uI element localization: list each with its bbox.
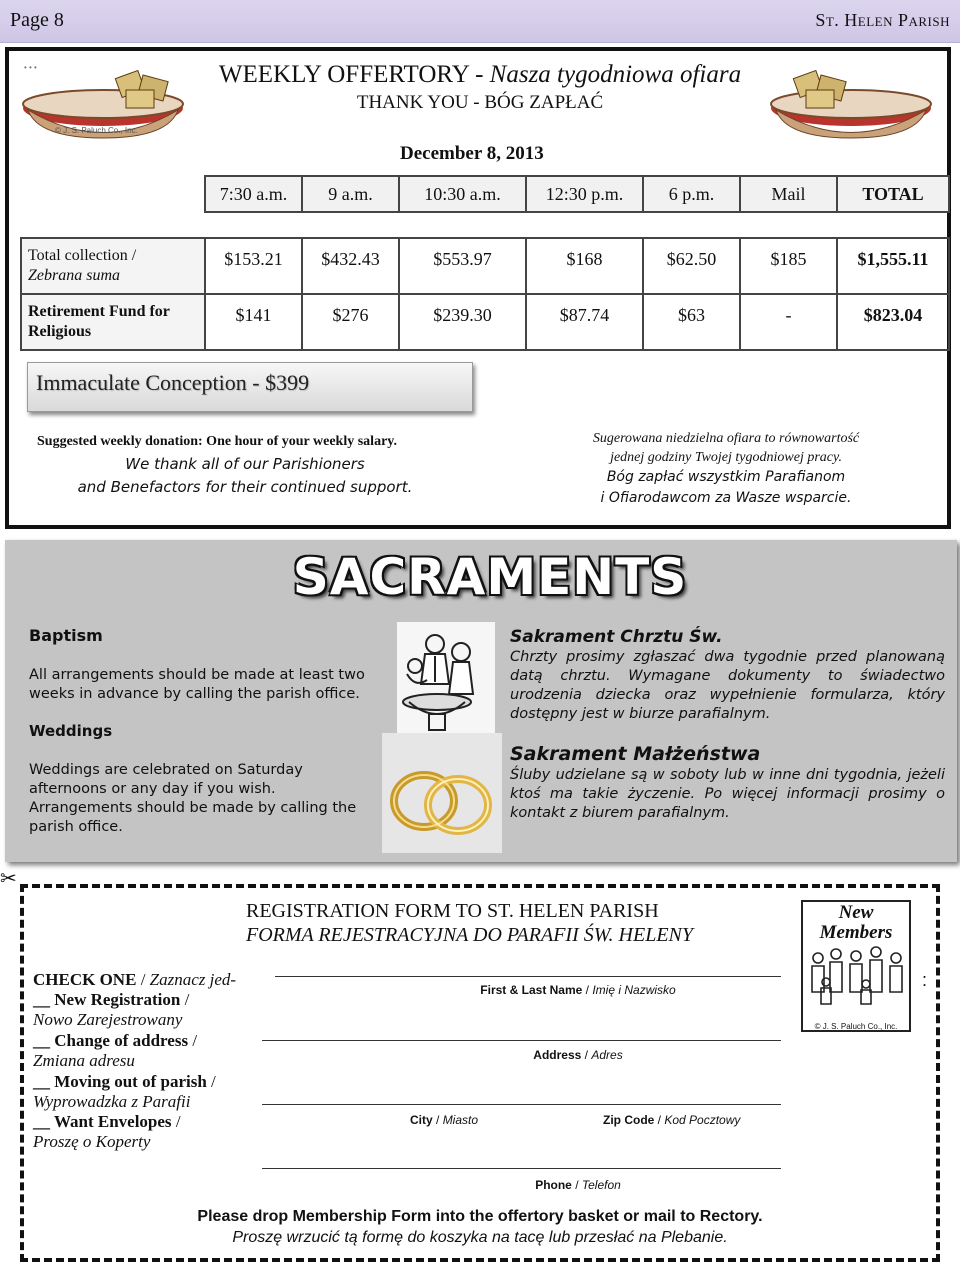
table-cell: $153.21 bbox=[205, 238, 302, 294]
phone-field[interactable] bbox=[262, 1168, 781, 1169]
phone-field-label bbox=[0, 1178, 960, 1192]
thanks-pl-line1: Bóg zapłać wszystkim Parafianom bbox=[606, 469, 846, 485]
option-label-pl: Nowo Zarejestrowany bbox=[33, 1010, 183, 1029]
malzenstwo-text: Śluby udzielane są w soboty lub w inne dni tygodnia, jeżeli ktoś ma takie życzenie. Po więcej informacji prosimy o kontakt z biurem parafialnym. bbox=[510, 767, 945, 821]
city-label-en: City bbox=[410, 1113, 433, 1127]
column-header: 9 a.m. bbox=[302, 176, 399, 212]
offertory-title-en: WEEKLY OFFERTORY - bbox=[218, 61, 490, 88]
offertory-title bbox=[0, 61, 960, 89]
drop-instructions-pl: Proszę wrzucić tą formę do koszyka na tacę lub przesłać na Plebanie. bbox=[232, 1229, 728, 1246]
slash: / bbox=[180, 990, 190, 1009]
slash: / bbox=[136, 970, 150, 989]
table-header-row bbox=[21, 176, 949, 212]
option-label-en: __ Moving out of parish bbox=[33, 1072, 207, 1091]
suggested-donation-en: Suggested weekly donation: One hour of your weekly salary. bbox=[37, 434, 398, 449]
basket-credit: © J. S. Paluch Co., Inc. bbox=[55, 126, 138, 135]
slash: / bbox=[188, 1031, 198, 1050]
thanks-en-line1: We thank all of our Parishioners bbox=[125, 455, 365, 473]
zip-field-label bbox=[603, 1113, 740, 1127]
thanks-en-line2: and Benefactors for their continued support. bbox=[77, 478, 413, 496]
family-icon bbox=[804, 942, 910, 1022]
wedding-rings-illustration bbox=[382, 733, 502, 853]
new-members-label: New Members bbox=[819, 902, 893, 943]
registration-title-en: REGISTRATION FORM TO ST. HELEN PARISH bbox=[246, 900, 659, 922]
address-field-label bbox=[0, 1048, 960, 1062]
option-label-en: __ Change of address bbox=[33, 1031, 189, 1050]
offertory-table bbox=[20, 175, 950, 351]
address-label-pl: Adres bbox=[591, 1048, 623, 1062]
new-members-credit: © J. S. Paluch Co., Inc. bbox=[814, 1022, 898, 1031]
row-label: Retirement Fund for Religious bbox=[21, 294, 205, 350]
row-label bbox=[21, 238, 205, 294]
offertory-thanks: THANK YOU - BÓG ZAPŁAĆ bbox=[356, 92, 604, 113]
column-header: 10:30 a.m. bbox=[399, 176, 526, 212]
svg-text:• • •: • • • bbox=[24, 63, 37, 72]
chrzest-text: Chrzty prosimy zgłaszać dwa tygodnie przed planowaną datą chrztu. Wymagane dokumenty to świadectwo urodzenia dziecka oraz wypełnienie formularza, który dostępny jest w biurze parafialnym. bbox=[510, 649, 945, 722]
option-label-pl: Proszę o Koperty bbox=[33, 1132, 151, 1151]
thanks-pl-line2: i Ofiarodawcom za Wasze wsparcie. bbox=[600, 490, 852, 506]
city-field-label bbox=[410, 1113, 478, 1127]
suggested-donation-pl-line2: jednej godziny Twojej tygodniowej pracy. bbox=[610, 450, 842, 465]
phone-label-pl: Telefon bbox=[581, 1178, 621, 1192]
table-cell: $168 bbox=[526, 238, 643, 294]
table-cell: $63 bbox=[643, 294, 740, 350]
table-cell: $553.97 bbox=[399, 238, 526, 294]
city-zip-field[interactable] bbox=[262, 1104, 781, 1105]
table-corner bbox=[21, 176, 205, 212]
column-header: Mail bbox=[740, 176, 837, 212]
suggested-donation-pl-line1: Sugerowana niedzielna ofiara to równowartość bbox=[592, 431, 860, 446]
table-cell-total: $1,555.11 bbox=[837, 238, 949, 294]
option-label-en: __ New Registration bbox=[33, 990, 181, 1009]
column-header: TOTAL bbox=[837, 176, 949, 212]
table-cell: $239.30 bbox=[399, 294, 526, 350]
column-header: 7:30 a.m. bbox=[205, 176, 302, 212]
registration-title-pl: FORMA REJESTRACYJNA DO PARAFII ŚW. HELENY bbox=[246, 924, 694, 946]
column-header: 6 p.m. bbox=[643, 176, 740, 212]
row-label-en: Total collection / bbox=[28, 247, 137, 264]
table-cell-total: $823.04 bbox=[837, 294, 949, 350]
slash: / bbox=[654, 1113, 665, 1127]
name-label-en: First & Last Name bbox=[480, 983, 583, 997]
address-label-en: Address bbox=[533, 1048, 582, 1062]
malzenstwo-heading: Sakrament Małżeństwa bbox=[510, 743, 761, 765]
baptism-heading: Baptism bbox=[29, 626, 103, 645]
sacraments-title: SACRAMENTS bbox=[292, 548, 688, 606]
table-cell: $62.50 bbox=[643, 238, 740, 294]
baptism-text: All arrangements should be made at least two weeks in advance by calling the parish office. bbox=[29, 667, 365, 702]
row-label-pl: Zebrana suma bbox=[28, 267, 121, 284]
table-cell: $276 bbox=[302, 294, 399, 350]
scissors-icon: ✂ bbox=[0, 868, 17, 890]
drop-instructions-en: Please drop Membership Form into the offertory basket or mail to Rectory. bbox=[197, 1208, 763, 1225]
check-one-pl: Zaznacz jed- bbox=[149, 970, 237, 989]
option-label-pl: Zmiana adresu bbox=[33, 1051, 135, 1070]
table-cell: $185 bbox=[740, 238, 837, 294]
option-want-envelopes[interactable] bbox=[33, 1112, 263, 1152]
city-label-pl: Miasto bbox=[442, 1113, 479, 1127]
slash: / bbox=[432, 1113, 443, 1127]
weddings-text: Weddings are celebrated on Saturday afternoons or any day if you wish. Arrangements should be made by calling the parish office. bbox=[29, 762, 357, 835]
zip-label-en: Zip Code bbox=[603, 1113, 655, 1127]
zip-label-pl: Kod Pocztowy bbox=[664, 1113, 741, 1127]
phone-label-en: Phone bbox=[535, 1178, 572, 1192]
slash: / bbox=[206, 1072, 216, 1091]
parish-name: St. Helen Parish bbox=[815, 10, 950, 30]
baptism-font-icon bbox=[397, 622, 495, 734]
slash: / bbox=[171, 1112, 181, 1131]
colon-mark: : bbox=[922, 970, 928, 990]
table-row bbox=[21, 238, 949, 294]
slash: / bbox=[571, 1178, 582, 1192]
check-one-en: CHECK ONE bbox=[33, 970, 137, 989]
immaculate-conception-total: Immaculate Conception - $399 bbox=[36, 370, 310, 395]
offertory-title-pl: Nasza tygodniowa ofiara bbox=[489, 61, 742, 88]
wedding-rings-icon bbox=[382, 733, 502, 853]
offertory-date: December 8, 2013 bbox=[400, 143, 544, 164]
table-row bbox=[21, 294, 949, 350]
option-label-en: __ Want Envelopes bbox=[33, 1112, 172, 1131]
slash: / bbox=[581, 1048, 592, 1062]
name-field[interactable] bbox=[275, 976, 781, 977]
address-field[interactable] bbox=[262, 1040, 781, 1041]
baptism-illustration bbox=[397, 622, 495, 734]
table-cell: - bbox=[740, 294, 837, 350]
table-spacer bbox=[21, 212, 949, 238]
weddings-heading: Weddings bbox=[29, 722, 113, 740]
table-cell: $87.74 bbox=[526, 294, 643, 350]
column-header: 12:30 p.m. bbox=[526, 176, 643, 212]
table-cell: $141 bbox=[205, 294, 302, 350]
name-label-pl: Imię i Nazwisko bbox=[592, 983, 676, 997]
name-field-label bbox=[0, 983, 960, 997]
table-cell: $432.43 bbox=[302, 238, 399, 294]
page-number: Page 8 bbox=[10, 9, 64, 31]
slash: / bbox=[582, 983, 593, 997]
option-label-pl: Wyprowadzka z Parafii bbox=[33, 1092, 191, 1111]
chrzest-heading: Sakrament Chrztu Św. bbox=[510, 627, 723, 647]
option-moving-out[interactable] bbox=[33, 1072, 263, 1112]
